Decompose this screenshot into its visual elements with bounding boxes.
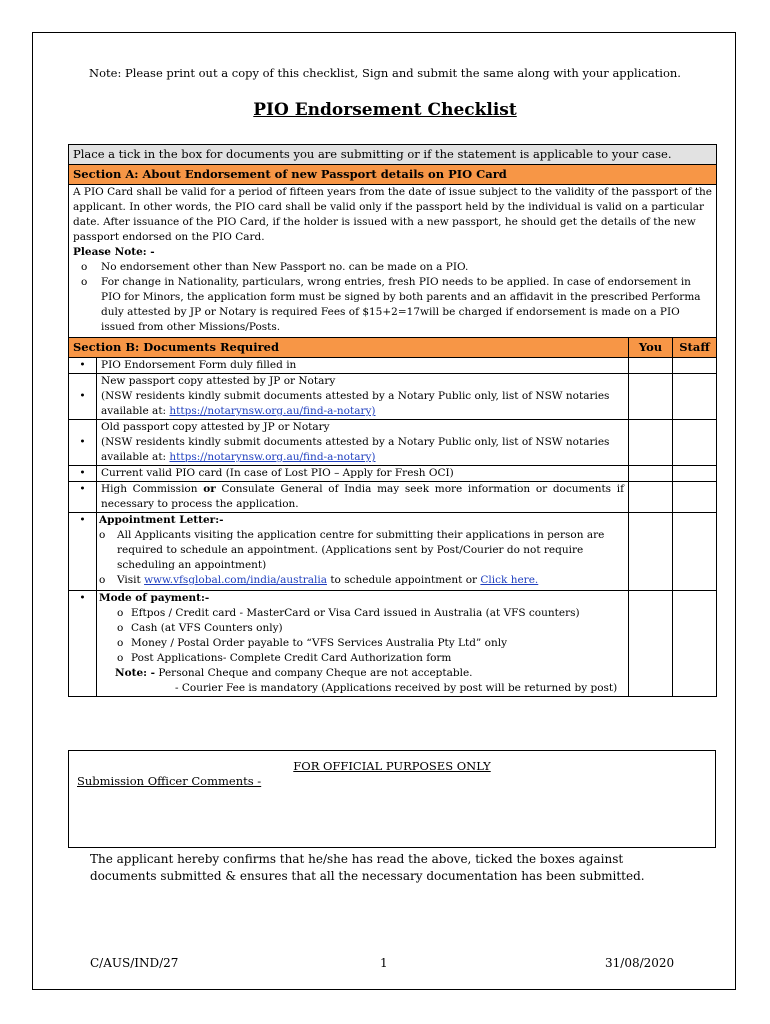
footer-code: C/AUS/IND/27 [90, 956, 179, 970]
page-title: PIO Endorsement Checklist [253, 100, 517, 120]
note-marker: o [99, 574, 106, 586]
section-a-body-row [69, 185, 717, 338]
payment-option: o Money / Postal Order payable to “VFS Services Australia Pty Ltd” only [117, 637, 508, 649]
item-appointment: Appointment Letter:- o All Applicants visiting the application centre for submitting their applications in person are required to schedule an appointment. (Applications sent by Post/Courier do not require scheduling an appointment) o Visit www.vfsglobal.com/india/australia to schedule appointment or Click here. [97, 513, 629, 591]
section-a-body [69, 185, 717, 338]
payment-option: o Post Applications- Complete Credit Card Authorization form [117, 652, 452, 664]
official-title: FOR OFFICIAL PURPOSES ONLY [293, 759, 491, 773]
payment-heading: Mode of payment:- [99, 592, 210, 604]
bullet: • [69, 466, 97, 482]
section-b-heading: Section B: Documents Required [69, 338, 629, 358]
please-note-label: Please Note: - [73, 246, 155, 258]
you-checkbox[interactable] [629, 513, 673, 591]
item-payment: Mode of payment:- o Eftpos / Credit card - MasterCard or Visa Card issued in Australia (at VFS counters) o Cash (at VFS Counters only) o Money / Postal Order payable to “VFS Services Australia Pty Ltd” only o Post Applications- Complete Credit Card Authorization form Note: - Personal Cheque and company Cheque are not acceptable. - Courier Fee is mandatory (Applications received by post will be returned by post) [97, 591, 629, 697]
item-new-passport: New passport copy attested by JP or Notary (NSW residents kindly submit documents attested by a Notary Public only, list of NSW notaries available at: https://notarynsw.org.au/find-a-notary) [97, 374, 629, 420]
instruction-note: Note: Please print out a copy of this checklist, Sign and submit the same along with your application. [89, 66, 681, 80]
note-item: o No endorsement other than New Passport no. can be made on a PIO. [81, 261, 469, 273]
checklist-row-old-passport [69, 420, 717, 466]
intro-text: Place a tick in the box for documents you are submitting or if the statement is applicable to your case. [69, 145, 717, 165]
item-pio-card: Current valid PIO card (In case of Lost PIO – Apply for Fresh OCI) [97, 466, 629, 482]
official-use-box [68, 750, 716, 848]
you-checkbox[interactable] [629, 466, 673, 482]
staff-checkbox[interactable] [673, 482, 717, 513]
section-a-text: A PIO Card shall be valid for a period of fifteen years from the date of issue subject to the validity of the passport of the applicant. In other words, the PIO card shall be valid only if the passport held by the individual is valid on a particular date. After issuance of the PIO Card, if the holder is issued with a new passport, he should get the details of the new passport endorsed on the PIO Card. [73, 186, 713, 243]
you-checkbox[interactable] [629, 482, 673, 513]
section-a-header [69, 165, 717, 185]
you-checkbox[interactable] [629, 358, 673, 374]
bullet: • [69, 358, 97, 374]
you-checkbox[interactable] [629, 591, 673, 697]
checklist-row-pio-card [69, 466, 717, 482]
you-checkbox[interactable] [629, 420, 673, 466]
note-marker: o [81, 261, 88, 273]
section-b-header [69, 338, 717, 358]
bullet: • [69, 482, 97, 513]
payment-note-label: Note: - [115, 667, 156, 679]
section-a-heading: Section A: About Endorsement of new Passport details on PIO Card [69, 165, 717, 185]
staff-checkbox[interactable] [673, 420, 717, 466]
payment-option: o Eftpos / Credit card - MasterCard or Visa Card issued in Australia (at VFS counters) [117, 607, 580, 619]
vfs-link[interactable]: www.vfsglobal.com/india/australia [144, 574, 327, 586]
checklist-row-high-commission [69, 482, 717, 513]
item-old-passport: Old passport copy attested by JP or Notary (NSW residents kindly submit documents attested by a Notary Public only, list of NSW notaries available at: https://notarynsw.org.au/find-a-notary) [97, 420, 629, 466]
footer-page-number: 1 [380, 956, 388, 970]
note-marker: o [99, 529, 106, 541]
you-checkbox[interactable] [629, 374, 673, 420]
item-form: PIO Endorsement Form duly filled in [97, 358, 629, 374]
col-staff-header: Staff [673, 338, 717, 358]
confirmation-text: The applicant hereby confirms that he/she has read the above, ticked the boxes against documents submitted & ensures that all the necessary documentation has been submitted. [90, 852, 645, 883]
staff-checkbox[interactable] [673, 513, 717, 591]
officer-comments-label: Submission Officer Comments - [77, 774, 262, 788]
checklist-row-payment [69, 591, 717, 697]
col-you-header: You [629, 338, 673, 358]
staff-checkbox[interactable] [673, 374, 717, 420]
staff-checkbox[interactable] [673, 358, 717, 374]
staff-checkbox[interactable] [673, 591, 717, 697]
bullet: • [69, 591, 97, 697]
staff-checkbox[interactable] [673, 466, 717, 482]
note-marker: o [81, 276, 88, 288]
checklist-table [68, 144, 717, 697]
checklist-row-appointment [69, 513, 717, 591]
bullet: • [69, 374, 97, 420]
checklist-row-form [69, 358, 717, 374]
intro-row [69, 145, 717, 165]
appointment-heading: Appointment Letter:- [99, 514, 224, 526]
bullet: • [69, 420, 97, 466]
bullet: • [69, 513, 97, 591]
click-here-link[interactable]: Click here. [480, 574, 539, 586]
notary-link[interactable]: https://notarynsw.org.au/find-a-notary) [169, 451, 376, 463]
payment-option: o Cash (at VFS Counters only) [117, 622, 283, 634]
note-item: o For change in Nationality, particulars, wrong entries, fresh PIO needs to be applied. In case of endorsement in PIO for Minors, the application form must be signed by both parents and an affidavit in the prescribed Performa duly attested by JP or Notary is required Fees of $15+2=17will be charged if endorsement is made on a PIO issued from other Missions/Posts. [81, 276, 701, 333]
footer-date: 31/08/2020 [605, 956, 675, 970]
notary-link[interactable]: https://notarynsw.org.au/find-a-notary) [169, 405, 376, 417]
item-high-commission: High Commission or Consulate General of India may seek more information or documents if necessary to process the application. [97, 482, 629, 513]
checklist-row-new-passport [69, 374, 717, 420]
